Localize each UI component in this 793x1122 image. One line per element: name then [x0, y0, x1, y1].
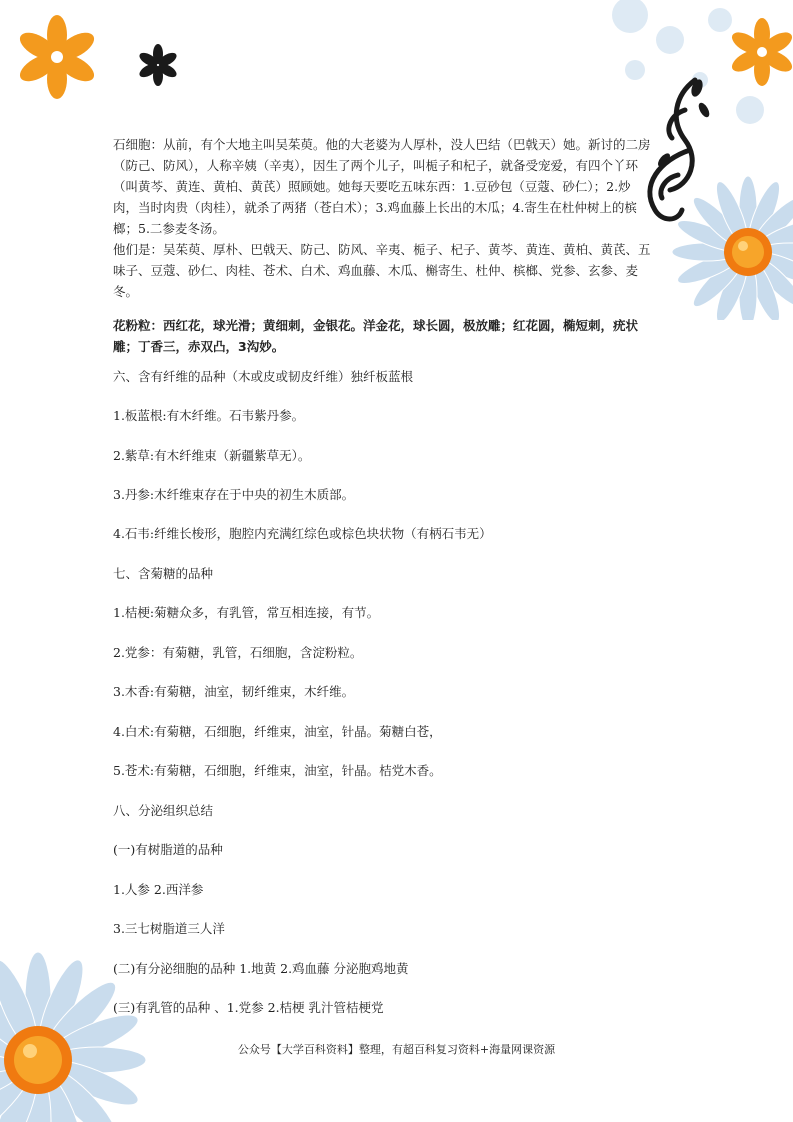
list-item: 2.紫草:有木纤维束（新疆紫草无）。 [113, 448, 311, 463]
page-footer: 公众号【大学百科资料】整理，有超百科复习资料+海量网课资源 [237, 1043, 556, 1056]
subheading-resin-ducts: (一)有树脂道的品种 [113, 842, 223, 857]
orange-flower-top-left [12, 12, 102, 102]
list-item: 3.三七树脂道三人洋 [113, 921, 225, 936]
section-heading-fiber: 六、含有纤维的品种（木或皮或韧皮纤维）独纤板蓝根 [113, 369, 414, 384]
list-item: 4.石韦:纤维长梭形，胞腔内充满红综色或棕色块状物（有柄石韦无） [113, 526, 492, 541]
section-heading-inulin: 七、含菊糖的品种 [113, 566, 214, 581]
list-item: 2.党参：有菊糖，乳管，石细胞，含淀粉粒。 [113, 645, 363, 660]
list-item: 4.白术:有菊糖，石细胞，纤维束，油室，针晶。菊糖白苍， [113, 724, 442, 739]
black-asterisk-flower [133, 42, 183, 88]
pollen-mnemonic: 花粉粒：西红花，球光滑；黄细刺，金银花。洋金花，球长圆，极放雕；红花圆，椭短刺，疣状雕；丁香三，赤双凸，3沟妙。 [113, 317, 639, 354]
list-item: 1.人参 2.西洋参 [113, 882, 204, 897]
subheading-secretory-cells: (二)有分泌细胞的品种 1.地黄 2.鸡血藤 分泌胞鸡地黄 [113, 961, 409, 976]
list-item: 5.苍术:有菊糖，石细胞，纤维束，油室，针晶。桔党木香。 [113, 763, 442, 778]
subheading-laticifers: (三)有乳管的品种 、1.党参 2.桔梗 乳汁管桔梗党 [113, 1000, 384, 1015]
story-herb-list: 他们是：吴茱萸、厚朴、巴戟天、防己、防风、辛夷、栀子、杞子、黄芩、黄连、黄柏、黄芪、五味子、豆蔻、砂仁、肉桂、苍术、白术、鸡血藤、木瓜、槲寄生、杜仲、槟榔、党参、玄参、麦冬。 [113, 242, 651, 299]
list-item: 1.桔梗:菊糖众多，有乳管，常互相连接，有节。 [113, 605, 380, 620]
story-block [113, 134, 653, 369]
section-heading-secretory: 八、分泌组织总结 [113, 803, 214, 818]
list-item: 1.板蓝根:有木纤维。石韦紫丹参。 [113, 408, 305, 423]
list-item: 3.丹参:木纤维束存在于中央的初生木质部。 [113, 487, 355, 502]
story-intro: 石细胞：从前，有个大地主叫吴茱萸。他的大老婆为人厚朴，没人巴结（巴戟天）她。新讨的二房（防己、防风），人称辛姨（辛夷），因生了两个儿子，叫栀子和杞子，就备受宠爱，有四个丫环（叫黄芩、黄连、黄柏、黄芪）照顾她。她每天要吃五味东西：1.豆砂包（豆蔻、砂仁）；2.炒肉，当时肉贵（肉桂），就杀了两猪（苍白术）；3.鸡血藤上长出的木瓜；4.寄生在杜仲树上的槟榔；5.二参麦冬汤。 [113, 137, 651, 236]
list-item: 3.木香:有菊糖，油室，韧纤维束，木纤维。 [113, 684, 355, 699]
